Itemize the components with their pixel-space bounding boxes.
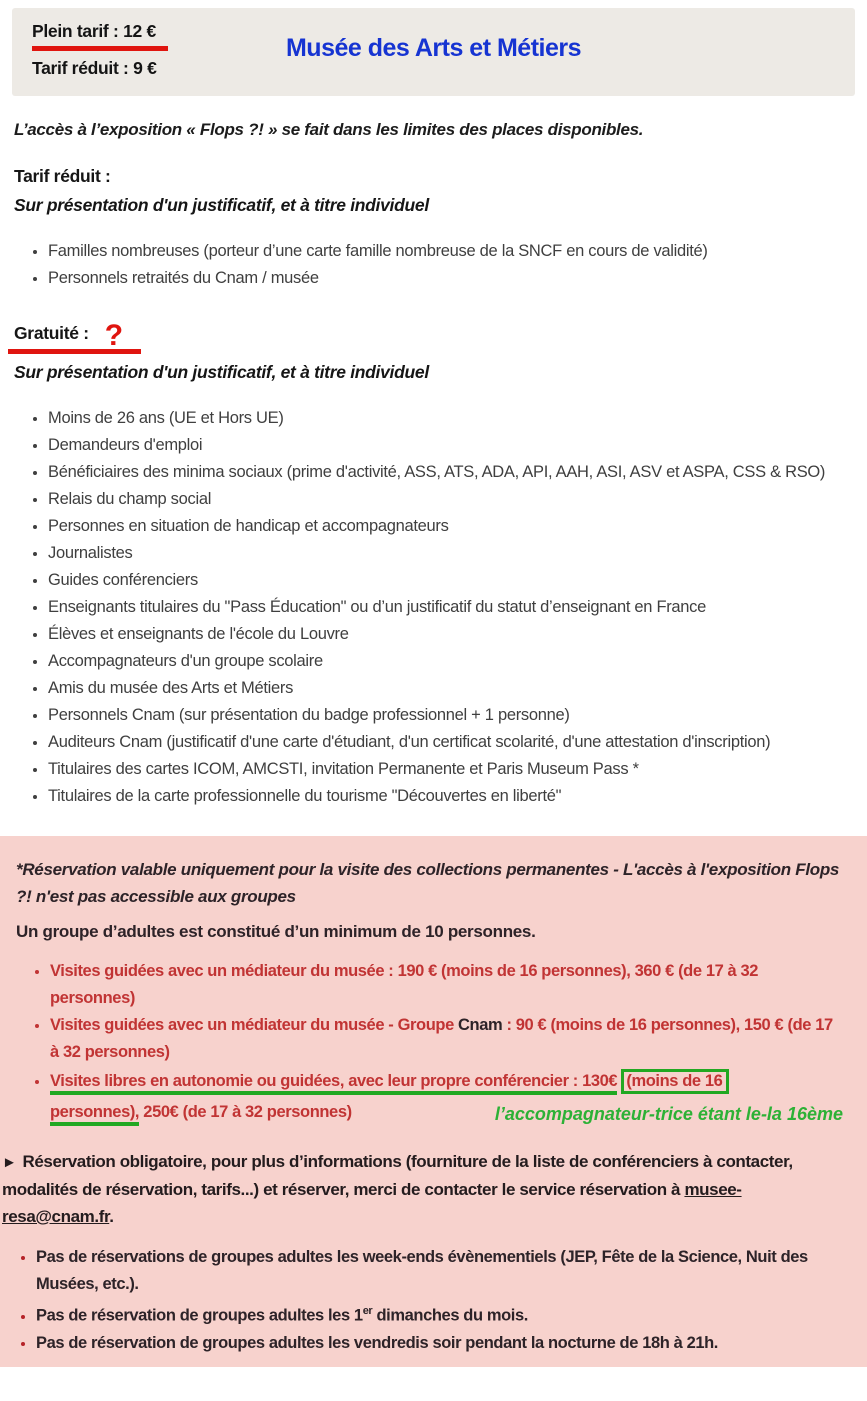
list-item: • Bénéficiaires des minima sociaux (prime d'activité, ASS, ATS, ADA, API, AAH, ASI, ASV et ASPA, CSS & RSO) bbox=[48, 459, 853, 486]
cnam-emphasis: Cnam bbox=[458, 1016, 503, 1034]
booking-text: Réservation obligatoire, pour plus d’informations (fourniture de la liste de conférenciers à contacter, modalités de réservation, tarifs...) et réserver, merci de contacter le service réservation à bbox=[2, 1152, 793, 1199]
group-restrictions-list bbox=[16, 1244, 843, 1357]
group-min-size-note: Un groupe d’adultes est constitué d’un minimum de 10 personnes. bbox=[16, 922, 536, 941]
reservation-email-link[interactable]: musee-resa@cnam.fr bbox=[2, 1180, 742, 1226]
main-content bbox=[0, 120, 867, 810]
booking-instructions bbox=[2, 1148, 843, 1230]
page-title: Musée des Arts et Métiers bbox=[285, 34, 582, 62]
list-item: • Accompagnateurs d'un groupe scolaire bbox=[48, 648, 853, 675]
reduced-list bbox=[14, 238, 853, 292]
green-box-annotation: (moins de 16 bbox=[621, 1069, 729, 1094]
item-text: : 90 € (moins de 16 personnes), 150 € (de 17 à 32 personnes) bbox=[50, 1016, 833, 1061]
list-item: • Titulaires de la carte professionnelle du tourisme "Découvertes en liberté" bbox=[48, 783, 853, 810]
item-text: Visites guidées avec un médiateur du musée - Groupe bbox=[50, 1016, 459, 1034]
play-arrow-icon: ► bbox=[2, 1154, 17, 1171]
reduced-heading: Tarif réduit : bbox=[14, 166, 111, 186]
list-item bbox=[50, 1066, 843, 1128]
list-item: • Journalistes bbox=[48, 540, 853, 567]
groups-reservation-note: *Réservation valable uniquement pour la visite des collections permanentes - L'accès à l'exposition Flops ?! n'est pas accessible aux groupes bbox=[16, 860, 840, 906]
list-item: • Personnels Cnam (sur présentation du badge professionnel + 1 personne) bbox=[48, 702, 853, 729]
free-subheading: Sur présentation d'un justificatif, et à titre individuel bbox=[14, 362, 429, 382]
list-item: • Moins de 26 ans (UE et Hors UE) bbox=[48, 405, 853, 432]
question-mark-annotation: ? bbox=[104, 319, 123, 352]
list-item: • Amis du musée des Arts et Métiers bbox=[48, 675, 853, 702]
price-header-box bbox=[12, 8, 855, 96]
free-heading: Gratuité : bbox=[14, 323, 89, 343]
superscript-er: er bbox=[362, 1305, 373, 1317]
intro-note: L’accès à l’exposition « Flops ?! » se fait dans les limites des places disponibles. bbox=[14, 120, 644, 139]
group-prices-list bbox=[16, 958, 843, 1128]
list-item: • Guides conférenciers bbox=[48, 567, 853, 594]
list-item bbox=[36, 1298, 843, 1330]
full-price-label: Plein tarif : 12 € bbox=[32, 19, 168, 51]
item-text: 250€ (de 17 à 32 personnes) bbox=[139, 1103, 352, 1121]
list-item: • Élèves et enseignants de l'école du Louvre bbox=[48, 621, 853, 648]
list-item: • Demandeurs d'emploi bbox=[48, 432, 853, 459]
list-item: • Personnels retraités du Cnam / musée bbox=[48, 265, 853, 292]
green-handwritten-note: l’accompagnateur-trice étant le-la 16ème bbox=[494, 1104, 843, 1124]
list-item: • Relais du champ social bbox=[48, 486, 853, 513]
free-list bbox=[14, 405, 853, 810]
free-heading-row bbox=[8, 319, 141, 354]
list-item: • Titulaires des cartes ICOM, AMCSTI, invitation Permanente et Paris Museum Pass * bbox=[48, 756, 853, 783]
groups-info-panel bbox=[0, 836, 867, 1367]
list-item: • Familles nombreuses (porteur d’une carte famille nombreuse de la SNCF en cours de validité) bbox=[48, 238, 853, 265]
reduced-subheading: Sur présentation d'un justificatif, et à titre individuel bbox=[14, 195, 429, 215]
list-item: • Pas de réservation de groupes adultes les vendredis soir pendant la nocturne de 18h à 21h. bbox=[36, 1330, 843, 1357]
green-underlined-text: personnes), bbox=[50, 1103, 139, 1126]
item-text: dimanches du mois. bbox=[372, 1306, 528, 1325]
list-item: • Enseignants titulaires du "Pass Éducation" ou d’un justificatif du statut d’enseignant en France bbox=[48, 594, 853, 621]
list-item: • Auditeurs Cnam (justificatif d'une carte d'étudiant, d'un certificat scolarité, d'une attestation d'inscription) bbox=[48, 729, 853, 756]
list-item: • Pas de réservations de groupes adultes les week-ends évènementiels (JEP, Fête de la Science, Nuit des Musées, etc.). bbox=[36, 1244, 843, 1298]
booking-text-end: . bbox=[109, 1207, 114, 1226]
item-text: Pas de réservation de groupes adultes les 1 bbox=[36, 1306, 363, 1325]
list-item bbox=[50, 1012, 843, 1066]
list-item: • Personnes en situation de handicap et accompagnateurs bbox=[48, 513, 853, 540]
reduced-price-label: Tarif réduit : 9 € bbox=[32, 58, 157, 78]
list-item: • Visites guidées avec un médiateur du musée : 190 € (moins de 16 personnes), 360 € (de 17 à 32 personnes) bbox=[50, 958, 843, 1012]
green-underlined-text: Visites libres en autonomie ou guidées, avec leur propre conférencier : 130€ bbox=[50, 1072, 617, 1095]
